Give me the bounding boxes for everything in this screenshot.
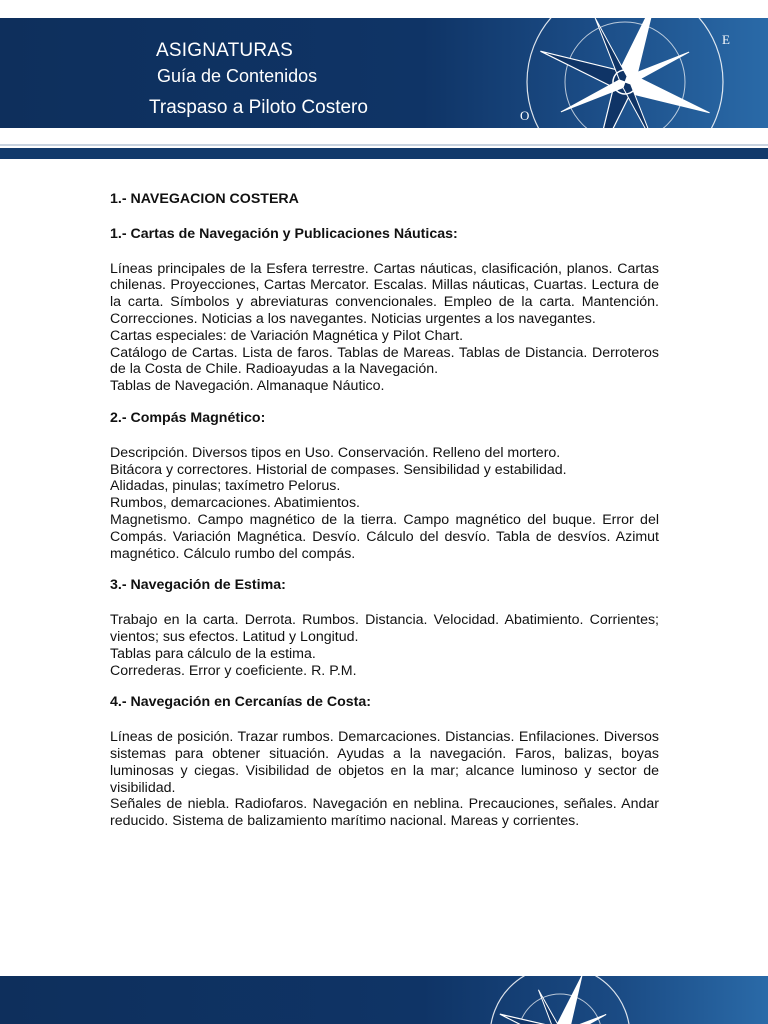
section-paragraph: Alidadas, pinulas; taxímetro Pelorus. xyxy=(110,478,341,495)
section-costa xyxy=(110,694,659,830)
divider-line xyxy=(0,144,768,146)
header-course: Traspaso a Piloto Costero xyxy=(149,97,368,118)
compass-east-label: E xyxy=(722,32,730,47)
footer-banner xyxy=(0,976,768,1024)
section-paragraph: Bitácora y correctores. Historial de compases. Sensibilidad y estabilidad. xyxy=(110,461,567,478)
section-heading: 3.- Navegación de Estima: xyxy=(110,577,286,594)
section-paragraph: Tablas para cálculo de la estima. xyxy=(110,645,316,662)
section-paragraph: Cartas especiales: de Variación Magnética y Pilot Chart. xyxy=(110,327,464,344)
compass-rose-icon xyxy=(520,18,730,128)
header-subtitle: Guía de Contenidos xyxy=(157,66,318,86)
section-heading: 2.- Compás Magnético: xyxy=(110,409,266,426)
section-paragraph: Trabajo en la carta. Derrota. Rumbos. Distancia. Velocidad. Abatimiento. Corrientes; vientos; sus efectos. Latitud y Longitud. xyxy=(110,612,659,645)
section-paragraph: Correderas. Error y coeficiente. R. P.M. xyxy=(110,662,357,679)
section-paragraph: Descripción. Diversos tipos en Uso. Conservación. Relleno del mortero. xyxy=(110,444,561,461)
section-paragraph: Tablas de Navegación. Almanaque Náutico. xyxy=(110,378,385,395)
header-title: ASIGNATURAS xyxy=(156,40,293,61)
section-paragraph: Señales de niebla. Radiofaros. Navegación en neblina. Precauciones, señales. Andar reducido. Sistema de balizamiento marítimo nacional. Mareas y corrientes. xyxy=(110,796,659,830)
compass-west-label: O xyxy=(520,108,530,123)
section-paragraph: Líneas principales de la Esfera terrestre. Cartas náuticas, clasificación, planos. Cartas chilenas. Proyecciones, Cartas Mercator. Escalas. Millas náuticas, Cuartas. Lectura de la carta. Símbolos y abreviaturas convencionales. Empleo de la carta. Mantención. Correcciones. Noticias a los navegantes. Noticias urgentes a los navegantes. xyxy=(110,260,659,327)
section-heading: 4.- Navegación en Cercanías de Costa: xyxy=(110,694,371,711)
main-heading: 1.- NAVEGACION COSTERA xyxy=(110,191,299,207)
document-body xyxy=(110,191,659,845)
section-estima xyxy=(110,577,659,679)
section-cartas xyxy=(110,226,659,395)
section-paragraph: Rumbos, demarcaciones. Abatimientos. xyxy=(110,495,360,512)
section-paragraph: Magnetismo. Campo magnético de la tierra. Campo magnético del buque. Error del Compás. Variación Magnética. Desvío. Cálculo del desvío. Tabla de desvíos. Azimut magnético. Cálculo rumbo del compás. xyxy=(110,511,659,562)
compass-rose-icon xyxy=(470,976,650,1024)
section-heading: 1.- Cartas de Navegación y Publicaciones Náuticas: xyxy=(110,225,458,242)
header-banner xyxy=(0,18,768,128)
section-compas xyxy=(110,410,659,562)
section-paragraph: Catálogo de Cartas. Lista de faros. Tablas de Mareas. Tablas de Distancia. Derroteros de la Costa de Chile. Radioayudas a la Navegación. xyxy=(110,344,659,378)
divider-band xyxy=(0,148,768,159)
section-paragraph: Líneas de posición. Trazar rumbos. Demarcaciones. Distancias. Enfilaciones. Diversos sistemas para obtener situación. Ayudas a la navegación. Faros, balizas, boyas luminosas y ciegas. Visibilidad de objetos en la mar; alcance luminoso y sector de visibilidad. xyxy=(110,729,659,796)
